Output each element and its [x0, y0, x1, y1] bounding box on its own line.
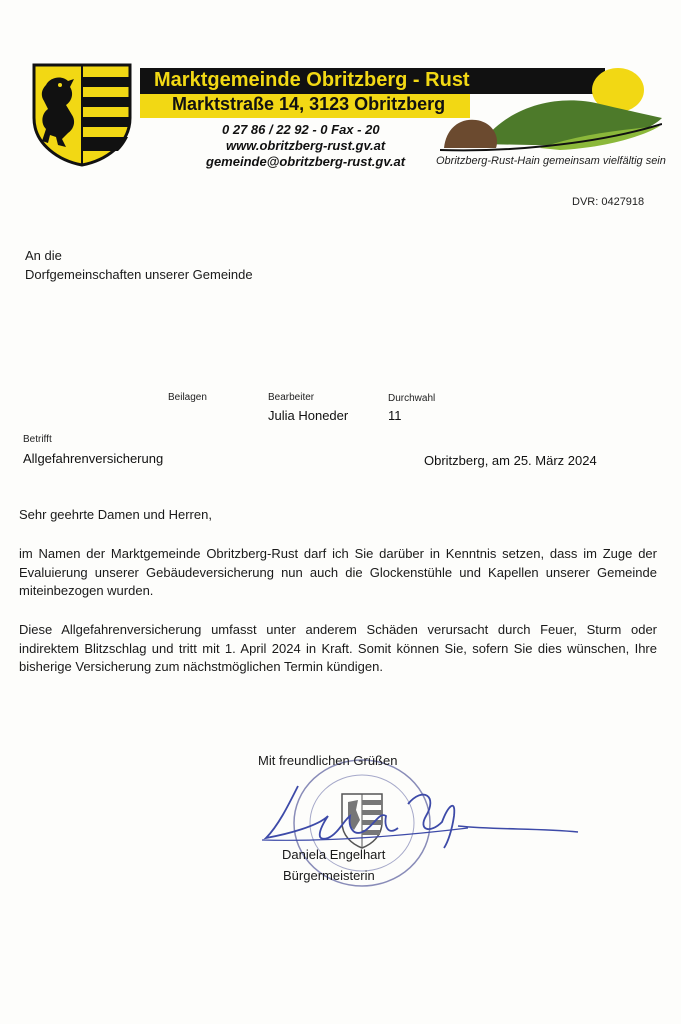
recipient-line: Dorfgemeinschaften unserer Gemeinde [25, 267, 253, 282]
beilagen-label: Beilagen [168, 392, 207, 403]
durchwahl-label: Durchwahl [388, 393, 436, 404]
betrifft-label: Betrifft [23, 434, 52, 445]
closing-greeting: Mit freundlichen Grüßen [258, 753, 398, 768]
phone-fax: 0 27 86 / 22 92 - 0 Fax - 20 [222, 122, 380, 137]
body-paragraph: Diese Allgefahrenversicherung umfasst unter anderem Schäden verursacht durch Feuer, Sturm oder indirektem Blitzschlag und tritt mit 1. April 2024 in Kraft. Somit können Sie, sofern Sie dies wünschen, Ihre bisherige Versicherung zum nächstmöglichen Termin kündigen. [19, 622, 657, 674]
handwritten-signature-icon [258, 776, 588, 856]
bearbeiter-label: Bearbeiter [268, 392, 315, 403]
signer-name: Daniela Engelhart [282, 847, 386, 862]
email-link[interactable]: gemeinde@obritzberg-rust.gv.at [206, 154, 406, 169]
municipality-name: Marktgemeinde Obritzberg - Rust [154, 69, 470, 91]
body-paragraph: im Namen der Marktgemeinde Obritzberg-Rust darf ich Sie darüber in Kenntnis setzen, dass im Zuge der Evaluierung unserer Gebäudeversicherung nun auch die Glockenstühle und Kapellen unserer Gemeinde miteinbezogen wurden. [19, 546, 657, 598]
durchwahl-value: 11 [388, 408, 402, 423]
bearbeiter-value: Julia Honeder [268, 408, 349, 423]
recipient-line: An die [25, 248, 62, 263]
dvr-number: DVR: 0427918 [572, 196, 645, 208]
signer-title: Bürgermeisterin [283, 868, 375, 883]
coat-of-arms-icon [32, 63, 132, 167]
website-link[interactable]: www.obritzberg-rust.gv.at [226, 138, 386, 153]
municipality-address: Marktstraße 14, 3123 Obritzberg [172, 94, 446, 114]
salutation: Sehr geehrte Damen und Herren, [19, 507, 212, 522]
subject-value: Allgefahrenversicherung [23, 451, 164, 466]
date-line: Obritzberg, am 25. März 2024 [424, 453, 597, 468]
slogan: Obritzberg-Rust-Hain gemeinsam vielfältig sein [436, 155, 666, 167]
hills-logo-icon [440, 64, 662, 154]
